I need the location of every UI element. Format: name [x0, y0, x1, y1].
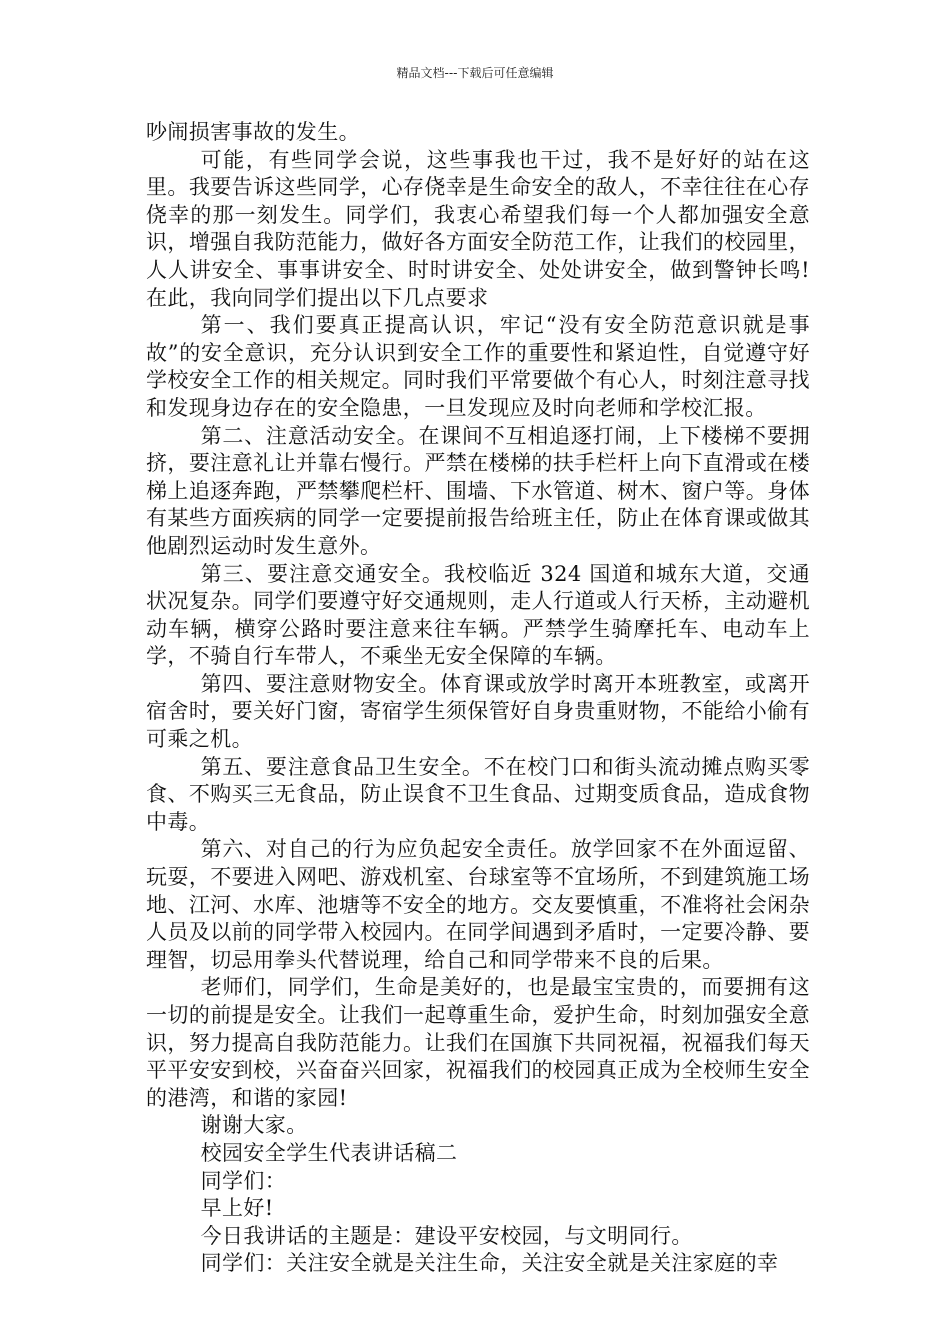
greeting-line: 早上好!: [200, 1196, 274, 1221]
closing-line: 谢谢大家。: [200, 1113, 308, 1138]
paragraph: 第三、要注意交通安全。我校临近 324 国道和城东大道，交通状况复杂。同学们要遵守好交通规则，走人行道或人行天桥，主动避机动车辆，横穿公路时要注意来往车辆。严禁学生骑摩托车、电动车上学，不骑自行车带人，不乘坐无安全保障的车辆。: [146, 561, 810, 669]
salutation-line: 同学们：: [200, 1168, 287, 1193]
topic-line: 今日我讲话的主题是：建设平安校园，与文明同行。: [200, 1223, 693, 1248]
paragraph: 第一、我们要真正提高认识，牢记“没有安全防范意识就是事故”的安全意识，充分认识到安全工作的重要性和紧迫性，自觉遵守好学校安全工作的相关规定。同时我们平常要做个有心人，时刻注意寻找和发现身边存在的安全隐患，一旦发现应及时向老师和学校汇报。: [146, 313, 810, 420]
paragraph: 可能，有些同学会说，这些事我也干过，我不是好好的站在这里。我要告诉这些同学，心存侥幸是生命安全的敌人，不幸往往在心存侥幸的那一刻发生。同学们，我衷心希望我们每一个人都加强安全意识，增强自我防范能力，做好各方面安全防范工作，让我们的校园里，人人讲安全、事事讲安全、时时讲安全、处处讲安全，做到警钟长鸣!在此，我向同学们提出以下几点要求: [146, 147, 810, 310]
section-title: 校园安全学生代表讲话稿二: [200, 1140, 458, 1165]
page-header-watermark: 精品文档---下载后可任意编辑: [396, 66, 554, 80]
paragraph: 第六、对自己的行为应负起安全责任。放学回家不在外面逗留、玩耍，不要进入网吧、游戏机室、台球室等不宜场所，不到建筑施工场地、江河、水库、池塘等不安全的地方。交友要慎重，不准将社会闲杂人员及以前的同学带入校园内。在同学间遇到矛盾时，一定要冷静、要理智，切忌用拳头代替说理，给自己和同学带来不良的后果。: [146, 837, 810, 972]
document-body: [146, 119, 810, 1278]
paragraph: 第二、注意活动安全。在课间不互相追逐打闹，上下楼梯不要拥挤，要注意礼让并靠右慢行。严禁在楼梯的扶手栏杆上向下直滑或在楼梯上追逐奔跑，严禁攀爬栏杆、围墙、下水管道、树木、窗户等。身体有某些方面疾病的同学一定要提前报告给班主任，防止在体育课或做其他剧烈运动时发生意外。: [146, 423, 810, 558]
text-line: 同学们：关注安全就是关注生命，关注安全就是关注家庭的幸: [200, 1251, 779, 1276]
paragraph: 吵闹损害事故的发生。: [146, 120, 360, 144]
paragraph: 老师们，同学们，生命是美好的，也是最宝宝贵的，而要拥有这一切的前提是安全。让我们一起尊重生命，爱护生命，时刻加强安全意识，努力提高自我防范能力。让我们在国旗下共同祝福，祝福我们每天平平安安到校，兴奋奋兴回家，祝福我们的校园真正成为全校师生安全的港湾，和谐的家园!: [146, 975, 810, 1110]
paragraph: 第四、要注意财物安全。体育课或放学时离开本班教室，或离开宿舍时，要关好门窗，寄宿学生须保管好自身贵重财物，不能给小偷有可乘之机。: [146, 671, 810, 752]
paragraph: 第五、要注意食品卫生安全。不在校门口和街头流动摊点购买零食、不购买三无食品，防止误食不卫生食品、过期变质食品，造成食物中毒。: [146, 754, 810, 834]
